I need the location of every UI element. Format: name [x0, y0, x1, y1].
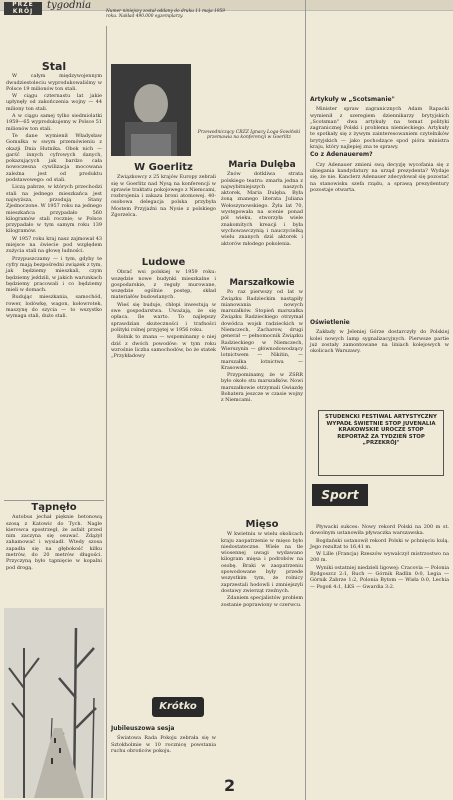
article-duleba	[221, 160, 303, 248]
paragraph: Związkowcy z 25 krajów Europy zebrali się w Goerlitz nad Nysą na konferencji w sprawie traktatu pokojowego z Niemcami, rozbrojenia i zakazu broni atomowej. 40-osobowa delegacja polska przybyła Mostem Przyjaźni na Nysie z polskiego Zgorzelca.	[111, 174, 216, 219]
paragraph: Obrać wsi polskiej w 1959 roku: wszędzie nowe budynki mieszkalne i gospodarskie, z reguły murowane, wszędzie ogólnie postęp, skład materiałów budowlanych.	[111, 269, 216, 301]
headline-stal: Stal	[41, 60, 67, 73]
section-title: tygodnia	[47, 0, 92, 11]
paragraph: Rolnik to znana — wspominamy o niej dziś z dwóch powodów: w tym roku wzrośnie liczba samochodów, bo że statek „Przykładowy	[111, 334, 216, 360]
paragraph: Wieś się buduje, chłopi inwestują w swe gospodarstwa. Uważają, że się opłaca. Ile warto. To najlepszy sprawdzian skuteczności i trafności polityki rolnej przyjętej w 1956 roku.	[111, 301, 216, 333]
paragraph: Przypuszczamy — i tym, gdyby te cyfry mają bezpośredni związek z tym, jak będziemy mieszkali, czym będziemy jeździli, w jakich warunkach będziemy pracowali i co będziemy mieli w domach.	[6, 255, 102, 294]
headline-marszalkowie: Marszałkowie	[229, 278, 295, 288]
paragraph: Autobus jechał pięknie betonową szosą z Katowic do Tych. Nagle kierowca spostrzegł, że asfalt przed nim zaczyna się osuwać. Zdążył zahamować i wysiadł. Wtedy szosa zapadła się na głębokość kilku metrów, do 20 metrów długości. Przyczyną było tąpnięcie w kopalni pod drogą.	[6, 514, 102, 571]
speaker-photo	[111, 64, 191, 156]
article-artykuly	[310, 95, 449, 194]
headline-ludowe: Ludowe	[141, 257, 186, 268]
headline-tapnelo: Tąpnęło	[31, 502, 77, 513]
paragraph: Liczą pabrze, w których przechodzi stali na jednego mieszkańca jest najwyższa, przodują Stany Zjednoczone. W 1957 roku na jednego mieszkańca przypadało 560 kilogramów stali rocznie; w Polsce przypadało w tym samym roku 139 kilogramów.	[6, 184, 102, 235]
article-mieso	[221, 520, 303, 609]
paragraph: Zakłady w Jeleniej Górze dostarczyły do Polskiej kolei nowych lamp sygnalizacyjnych. Pierwsze partie już zostały zamontowane na liniach kolejowych w okolicach Warszawy.	[310, 329, 449, 355]
paragraph: Po raz pierwszy od lat w Związku Radzieckim nastąpiły mianowania nowych marszałków. Stopień marszałka Związku Radzieckiego otrzymał dowódca wojsk radzieckich w Niemczech, Zacharow, drugi generał — pełnomocnik Związku Radzieckiego w Niemczech, Wierszynin — głównodowodzący lotnictwem — Nikitin, — marszałka lotnictwa — Krasowski.	[221, 289, 303, 371]
article-jubileusz	[111, 724, 216, 755]
headline-mieso: Mięso	[245, 519, 279, 530]
paragraph: Światowa Rada Pokoju zebrała się w Sztokholmie w 10 rocznicę powstania ruchu obrońców pokoju.	[111, 735, 216, 754]
headline-goerlitz: W Goerlitz	[134, 162, 193, 173]
article-marszalkowie	[221, 278, 303, 405]
article-rule	[4, 500, 104, 501]
headline-adenauer: Co z Adenauerem?	[310, 151, 373, 159]
paragraph: W ciągu czternastu lat jakie upłynęły od zakończenia wojny — 44 miliony ton stali.	[6, 93, 102, 112]
article-stal	[6, 62, 102, 321]
article-oswietlenie	[310, 318, 449, 355]
sport-badge: Sport	[312, 484, 368, 506]
column-rule	[305, 0, 306, 800]
photo-caption: Przewodniczący CRZZ Ignacy Loga-Sowiński przemawia na konferencji w Goerlitz	[197, 130, 301, 141]
paragraph: Czy Adenauer zmieni swą decyzję wycofania się z ubiegania kandydatury na urząd prezydenta? Wydaje się, że nie. Kanclerz Adenauer zdecydował się pozostać na stanowisku szefa rządu, a sprawą prezydentury pozostaje otwarta.	[310, 161, 449, 193]
paragraph: W kwietniu w wielu okolicach kraju zaopatrzenie w mięso było niedostateczne. Wiele na tle wiosennej uwagi wydawano kilogram mięsa i podrobów na osobę. Braki w zaopatrzeniu spowodowane były przede wszystkim tym, że rolnicy zaprzestali hodowli i zmniejszyli dostawy zwierząt rzeźnych.	[221, 531, 303, 594]
article-sport	[310, 524, 449, 591]
paragraph: Te dane wymienił Władysław Gomułka w swym przemówieniu z okazji Dnia Hutnika. Obok nich — garść innych cyfrowych danych, pokazujących jak bardzo cała nowoczesna cywilizacja mocowana zależna jest od produktu podstawowego: od stali.	[6, 132, 102, 184]
paragraph: W Lille (Francja) Rzeszów wywalczył mistrzostwo na 200 m.	[310, 551, 449, 564]
paragraph: Budując mieszkania, samochód, rower, lodówkę, wagon, kołowrotek, maszynę do szycia — to wszystko wymaga stali, dużo stali.	[6, 294, 102, 320]
krotko-badge: Krótko	[152, 697, 204, 717]
paragraph: W całym międzywojennym dwudziestoleciu wyprodukowaliśmy w Polsce 19 milionów ton stali.	[6, 73, 102, 92]
column-rule	[106, 26, 107, 800]
article-tapnelo	[6, 503, 102, 572]
article-goerlitz	[111, 163, 216, 219]
article-ludowe	[111, 258, 216, 360]
paragraph: Pływacki sukces: Nowy rekord Polski na 200 m st. dowolnym ustanowiła pływaczka warszawska.	[310, 524, 449, 537]
print-note: Numer niniejszy został oddany do druku 11 maja 1959 roku. Nakład 490.000 egzemplarzy.	[106, 9, 225, 19]
headline-artykuly: Artykuły w „Scotsmanie"	[310, 96, 395, 103]
paragraph: Minister spraw zagranicznych Adam Rapacki wymienił z szeregiem dziennikarzy brytyjskich „Scotsman" dwa artykuły na temat polityki zagranicznej Polski i problemu niemieckiego. Artykuły te spotkały się z żywym zainteresowaniem czytelników brytyjskich — jako pochodzące spod pióra ministra kraju, który najlepiej zna te sprawy.	[310, 106, 449, 151]
przekroj-logo: PRZE KRÓJ	[4, 2, 42, 15]
festival-telegram: STUDENCKI FESTIWAL ARTYSTYCZNY WYPADŁ ŚWIETNIE STOP JUVENALIA KRAKOWSKIE UROCZE STOP REPORTAŻ ZA TYDZIEŃ STOP „PRZEKRÓJ"	[318, 410, 444, 476]
paragraph: Znów dotkliwa strata polskiego teatru: zmarła jedna z najwybitniejszych naszych aktorek, Maria Dulęba. Była żoną znanego literata Juliana Wołoszynowskiego. Żyła lat 70, występowała na scenie ponad pół wieku, stworzyła wiele znakomitych kreacji i była wychowawczynią i nauczycielką wielu znanych dziś aktorek i aktorów młodego pokolenia.	[221, 171, 303, 247]
paragraph: A w ciągu samej tylko siedmiolatki 1959—65 wyprodukujemy w Polsce 51 milionów ton stali.	[6, 113, 102, 132]
winter-road-photo	[4, 608, 104, 798]
headline-jubileusz: Jubileuszowa sesja	[111, 725, 175, 732]
headline-duleba: Maria Dulęba	[228, 160, 296, 170]
paragraph: Zdaniem specjalistów problem zostanie poprawiony w czerwcu.	[221, 595, 303, 608]
paragraph: W 1957 roku kraj nasz zajmował 43 miejsce na świecie pod względem zużycia stali na głowę ludności.	[6, 235, 102, 255]
paragraph: Bogdański ustanowił rekord Polski w pchnięciu kulą. Jego rezultat to 16,41 m.	[310, 537, 449, 550]
paragraph: Wyniki ostatniej niedzieli ligowej: Cracovia — Polonia Bydgoszcz 2:1, Ruch — Górnik Radlin 0:0, Legia — Górnik Zabrze 1:2, Polonia Bytom — Wisła 0:0, Lechia — Pogoń 4:1, ŁKS — Gwardia 3:2.	[310, 564, 450, 590]
paragraph: Przypominamy, że w ZSRR było około stu marszałków. Nowi marszałkowie otrzymali Gwiazdę Bohatera jeszcze w czasie wojny z Niemcami.	[221, 372, 303, 404]
page-number: 2	[224, 776, 236, 795]
headline-oswietlenie: Oświetlenie	[310, 319, 350, 326]
